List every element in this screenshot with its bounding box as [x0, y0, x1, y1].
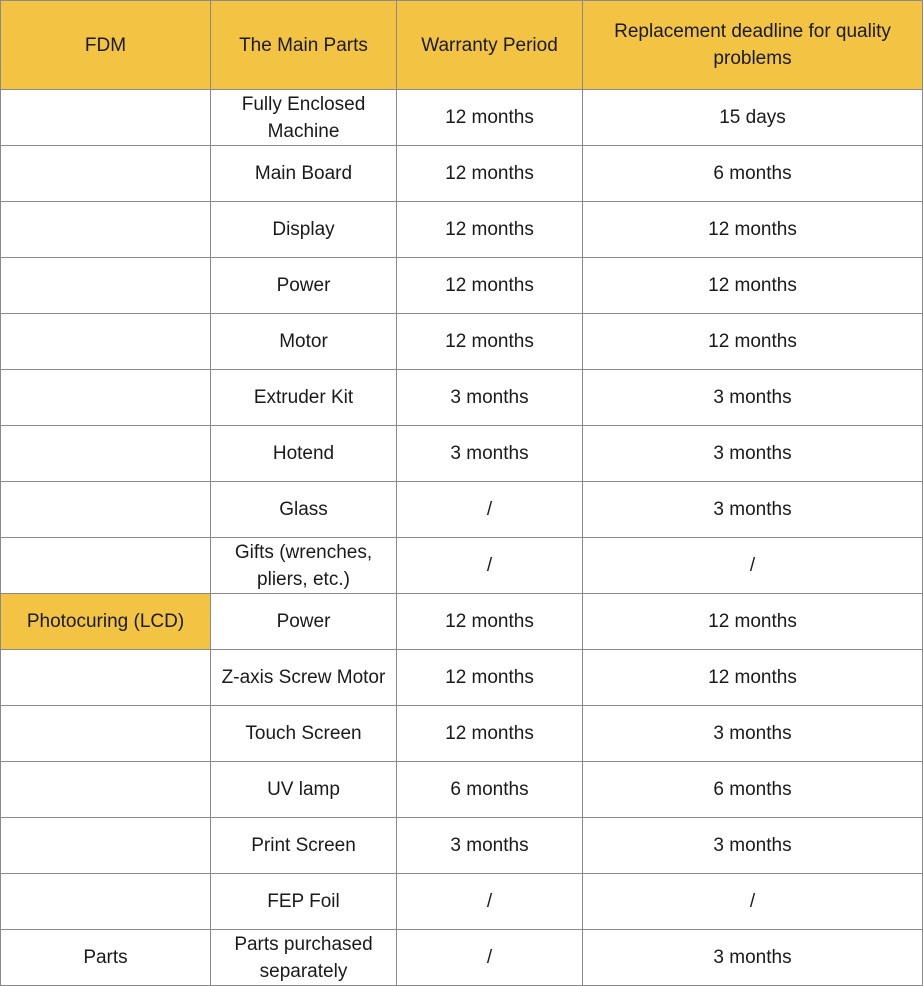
table-row	[1, 90, 923, 146]
category-cell: Parts	[1, 930, 211, 986]
warranty-cell: /	[397, 930, 583, 986]
warranty-cell: 12 months	[397, 202, 583, 258]
table-row	[1, 258, 923, 314]
header-warranty-period: Warranty Period	[397, 1, 583, 90]
replacement-cell: 15 days	[583, 90, 923, 146]
part-cell: Motor	[211, 314, 397, 370]
warranty-cell: 3 months	[397, 818, 583, 874]
replacement-cell: 6 months	[583, 146, 923, 202]
part-cell: Glass	[211, 482, 397, 538]
replacement-cell: 3 months	[583, 706, 923, 762]
part-cell: Extruder Kit	[211, 370, 397, 426]
header-fdm: FDM	[1, 1, 211, 90]
replacement-cell: 12 months	[583, 202, 923, 258]
category-cell	[1, 146, 211, 202]
category-cell	[1, 370, 211, 426]
part-cell: Main Board	[211, 146, 397, 202]
category-cell-photocuring: Photocuring (LCD)	[1, 594, 211, 650]
replacement-cell: 12 months	[583, 594, 923, 650]
replacement-cell: 3 months	[583, 426, 923, 482]
table-row	[1, 650, 923, 706]
replacement-cell: /	[583, 874, 923, 930]
warranty-cell: /	[397, 538, 583, 594]
table-row	[1, 426, 923, 482]
category-cell	[1, 874, 211, 930]
table-row	[1, 818, 923, 874]
part-cell: Hotend	[211, 426, 397, 482]
category-cell	[1, 650, 211, 706]
table-row	[1, 146, 923, 202]
category-cell	[1, 202, 211, 258]
table-row	[1, 202, 923, 258]
replacement-cell: 6 months	[583, 762, 923, 818]
category-cell	[1, 818, 211, 874]
category-cell	[1, 538, 211, 594]
part-cell: Power	[211, 594, 397, 650]
warranty-cell: 12 months	[397, 314, 583, 370]
replacement-cell: 3 months	[583, 930, 923, 986]
table-row	[1, 538, 923, 594]
part-cell: Gifts (wrenches, pliers, etc.)	[211, 538, 397, 594]
warranty-cell: 12 months	[397, 706, 583, 762]
table-row	[1, 762, 923, 818]
header-main-parts: The Main Parts	[211, 1, 397, 90]
warranty-cell: 12 months	[397, 146, 583, 202]
table-row	[1, 874, 923, 930]
replacement-cell: 3 months	[583, 370, 923, 426]
warranty-cell: 12 months	[397, 650, 583, 706]
category-cell	[1, 482, 211, 538]
table-row	[1, 594, 923, 650]
warranty-cell: 12 months	[397, 90, 583, 146]
warranty-cell: 12 months	[397, 258, 583, 314]
category-cell	[1, 90, 211, 146]
category-cell	[1, 314, 211, 370]
part-cell: UV lamp	[211, 762, 397, 818]
table-row	[1, 930, 923, 986]
warranty-cell: 12 months	[397, 594, 583, 650]
warranty-cell: /	[397, 482, 583, 538]
category-cell	[1, 426, 211, 482]
table-header-row	[1, 1, 923, 90]
category-cell	[1, 762, 211, 818]
category-cell	[1, 258, 211, 314]
table-row	[1, 482, 923, 538]
part-cell: Power	[211, 258, 397, 314]
part-cell: Z-axis Screw Motor	[211, 650, 397, 706]
replacement-cell: 12 months	[583, 650, 923, 706]
part-cell: Parts purchased separately	[211, 930, 397, 986]
warranty-cell: 6 months	[397, 762, 583, 818]
table-row	[1, 706, 923, 762]
part-cell: Print Screen	[211, 818, 397, 874]
replacement-cell: 12 months	[583, 258, 923, 314]
warranty-cell: /	[397, 874, 583, 930]
replacement-cell: 12 months	[583, 314, 923, 370]
category-cell	[1, 706, 211, 762]
table-row	[1, 314, 923, 370]
table-row	[1, 370, 923, 426]
header-replacement-deadline: Replacement deadline for quality problems	[583, 1, 923, 90]
part-cell: Fully Enclosed Machine	[211, 90, 397, 146]
part-cell: Display	[211, 202, 397, 258]
replacement-cell: /	[583, 538, 923, 594]
warranty-cell: 3 months	[397, 426, 583, 482]
replacement-cell: 3 months	[583, 818, 923, 874]
replacement-cell: 3 months	[583, 482, 923, 538]
part-cell: Touch Screen	[211, 706, 397, 762]
part-cell: FEP Foil	[211, 874, 397, 930]
warranty-cell: 3 months	[397, 370, 583, 426]
